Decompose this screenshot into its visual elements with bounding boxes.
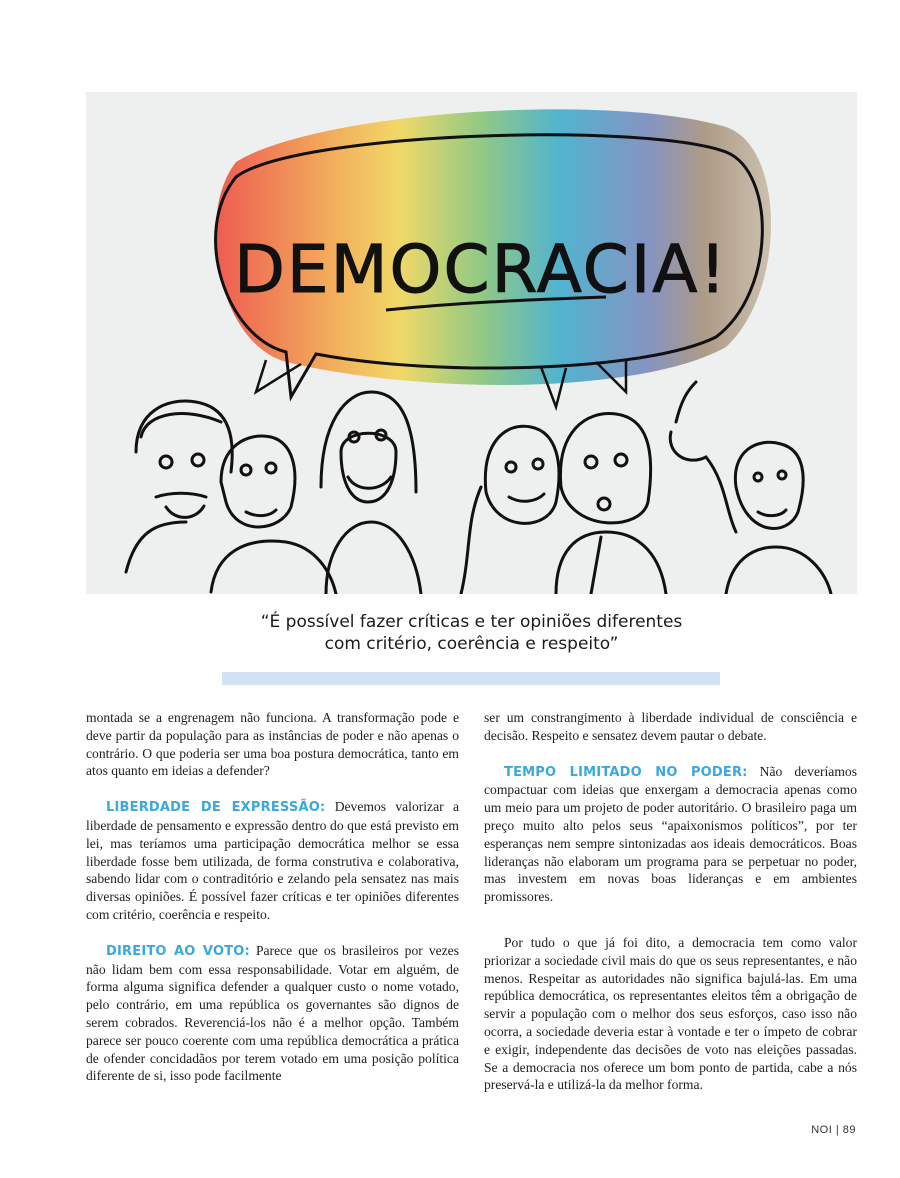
pull-quote-line-1: “É possível fazer críticas e ter opiniões diferentes [260, 612, 683, 632]
section-liberdade [86, 798, 459, 924]
section-heading-direito: DIREITO AO VOTO: [106, 943, 250, 959]
pull-quote-line-2: com critério, coerência e respeito” [324, 634, 619, 654]
section-direito [86, 942, 459, 1085]
section-heading-tempo: TEMPO LIMITADO NO PODER: [504, 764, 748, 780]
pull-quote-divider [222, 672, 720, 685]
section-text-direito: Parece que os brasileiros por vezes não lidam bem com essa responsabilidade. Votar em alguém, de forma alguma significa defender a qualquer custo o nome votado, pelo contrário, em uma república os governantes são dignos de serem cobrados. Reverenciá-los não é a melhor opção. Também parece ser pouco coerente com uma república democrática a prática de ofender concidadãos por terem votado em uma posição política diferente de si, isso pode facilmente [86, 942, 460, 1084]
pull-quote [86, 611, 857, 655]
democracy-illustration [86, 92, 857, 594]
speech-bubble-text: DEMOCRACIA! [234, 231, 728, 308]
right-column [484, 709, 857, 1112]
continuation-paragraph: ser um constrangimento à liberdade individual de consciência e decisão. Respeito e sensatez devem pautar o debate. [484, 710, 857, 743]
section-tempo [484, 763, 857, 906]
left-column [86, 709, 459, 1103]
page-footer: NOI | 89 [811, 1124, 856, 1136]
intro-paragraph: montada se a engrenagem não funciona. A transformação pode e deve partir da população para as instâncias de poder e não apenas o contrário. O que poderia ser uma boa postura democrática, tanto em atos quanto em ideias a defender? [86, 710, 459, 779]
section-text-tempo: Não deveríamos compactuar com ideias que enxergam a democracia apenas como um meio para um projeto de poder autoritário. O brasileiro paga um preço muito alto pelos seus “apaixonismos políticos”, por ter esperanças nem sempre sintonizadas aos ideais democráticos. Boas lideranças não elaboram um programa para se perpetuar no poder, mas investem em novas boas lideranças e em ambientes promissores. [484, 763, 857, 905]
section-heading-liberdade: LIBERDADE DE EXPRESSÃO: [106, 800, 326, 816]
section-text-liberdade: Devemos valorizar a liberdade de pensamento e expressão dentro do que está previsto em lei, mas teríamos uma participação democrática melhor se essa liberdade fosse bem utilizada, de forma construtiva e colaborativa, sabendo lidar com o contraditório e zelando pela sensatez nas mais diversas opiniões. É possível fazer críticas e ter opiniões diferentes com critério, coerência e respeito. [86, 799, 459, 922]
democracy-speech-bubble-people-illustration-icon [86, 92, 857, 594]
closing-paragraph: Por tudo o que já foi dito, a democracia tem como valor priorizar a sociedade civil mais do que os seus representantes, e não menos. Respeitar as autoridades não significa bajulá-las. Em uma república democrática, os representantes eleitos têm a obrigação de servir a população com o melhor dos seus esforços, caso isso não ocorra, a sociedade deveria estar à vontade e ter o ímpeto de cobrar e exigir, independente das decisões de voto nas eleições passadas. Se a democracia nos oferece um bom ponto de partida, cabe a nós preservá-la e utilizá-la da melhor forma. [484, 934, 857, 1093]
